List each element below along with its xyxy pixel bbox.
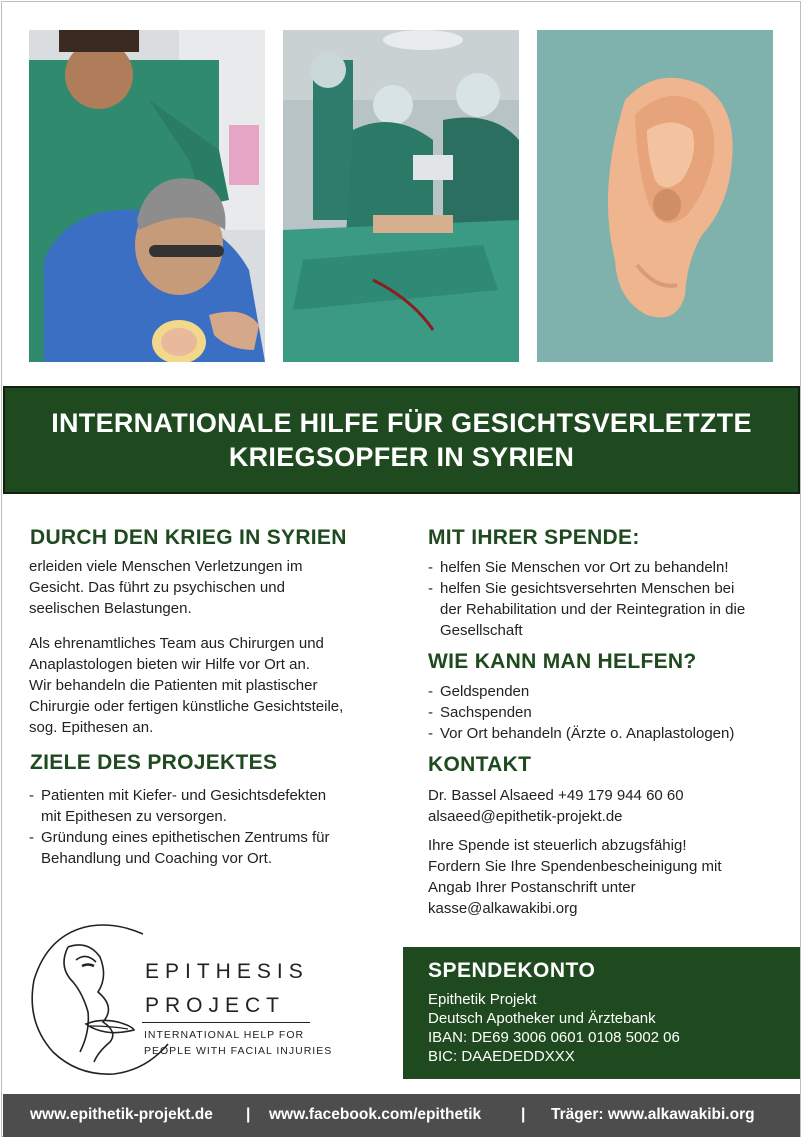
donation-account-title: SPENDEKONTO bbox=[428, 959, 596, 982]
text-line: Behandlung und Coaching vor Ort. bbox=[41, 850, 272, 867]
epithesis-project-logo bbox=[28, 922, 333, 1078]
text-line: sog. Epithesen an. bbox=[29, 719, 154, 736]
team-paragraph bbox=[29, 633, 343, 738]
treasurer-email-link[interactable]: kasse@alkawakibi.org bbox=[428, 900, 578, 917]
heading-war-in-syria: DURCH DEN KRIEG IN SYRIEN bbox=[30, 526, 347, 549]
iban: IBAN: DE69 3006 0601 0108 5002 06 bbox=[428, 1029, 680, 1046]
list-item: - helfen Sie gesichtsversehrten Menschen bei der Rehabilitation und der Reintegration in die Gesellschaft bbox=[428, 580, 746, 639]
text-line: Gesicht. Das führt zu psychischen und bbox=[29, 579, 285, 596]
text-line: Wir behandeln die Patienten mit plastischer bbox=[29, 677, 318, 694]
bic: BIC: DAAEDEDDXXX bbox=[428, 1048, 575, 1065]
intro-paragraph bbox=[29, 556, 303, 619]
text-line: helfen Sie Menschen vor Ort zu behandeln! bbox=[440, 559, 729, 576]
list-item: - Gründung eines epithetischen Zentrums für Behandlung und Coaching vor Ort. bbox=[29, 829, 330, 867]
text-line: Als ehrenamtliches Team aus Chirurgen und bbox=[29, 635, 324, 652]
heading-project-goals: ZIELE DES PROJEKTES bbox=[30, 751, 278, 774]
bank-name: Deutsch Apotheker und Ärztebank bbox=[428, 1010, 656, 1027]
text-line: Gründung eines epithetischen Zentrums für bbox=[41, 829, 330, 846]
logo-tagline-line-1: INTERNATIONAL HELP FOR bbox=[144, 1029, 305, 1041]
list-item: - Vor Ort behandeln (Ärzte o. Anaplastologen) bbox=[428, 725, 735, 742]
logo-divider bbox=[142, 1022, 310, 1023]
donation-account-box bbox=[403, 947, 800, 1079]
text-line: helfen Sie gesichtsversehrten Menschen bei bbox=[440, 580, 735, 597]
sponsor-link[interactable]: Träger: www.alkawakibi.org bbox=[551, 1106, 755, 1123]
logo-word-epithesis: EPITHESIS bbox=[145, 960, 309, 983]
text-line: Chirurgie oder fertigen künstliche Gesichtsteile, bbox=[29, 698, 344, 715]
contact-block bbox=[428, 785, 684, 827]
text-line: Fordern Sie Ihre Spendenbescheinigung mit bbox=[428, 858, 722, 875]
banner-title-line-2: KRIEGSOPFER IN SYRIEN bbox=[228, 442, 575, 472]
text-line: Angab Ihrer Postanschrift unter bbox=[428, 879, 636, 896]
text-line: Patienten mit Kiefer- und Gesichtsdefekten bbox=[41, 787, 327, 804]
facebook-link[interactable]: www.facebook.com/epithetik bbox=[269, 1106, 482, 1123]
list-item: - Geldspenden bbox=[428, 683, 530, 700]
text-line: Geldspenden bbox=[440, 683, 530, 700]
text-line: seelischen Belastungen. bbox=[29, 600, 192, 617]
website-link[interactable]: www.epithetik-projekt.de bbox=[30, 1106, 213, 1123]
text-line: Vor Ort behandeln (Ärzte o. Anaplastologen) bbox=[440, 725, 735, 742]
logo-word-project: PROJECT bbox=[145, 994, 286, 1017]
silicone-ear-prosthesis-photo bbox=[537, 30, 773, 362]
heading-how-to-help: WIE KANN MAN HELFEN? bbox=[428, 650, 697, 673]
footer-separator: | bbox=[521, 1106, 526, 1123]
text-line: der Rehabilitation und der Reintegration in die bbox=[440, 601, 746, 618]
list-item: - helfen Sie Menschen vor Ort zu behandeln! bbox=[428, 559, 729, 576]
title-banner bbox=[3, 386, 800, 494]
contact-email-link[interactable]: alsaeed@epithetik-projekt.de bbox=[428, 808, 623, 825]
list-item: - Sachspenden bbox=[428, 704, 532, 721]
surgeon-making-prosthesis-photo bbox=[29, 30, 265, 362]
operating-room-photo bbox=[283, 30, 519, 362]
contact-name-phone: Dr. Bassel Alsaeed +49 179 944 60 60 bbox=[428, 787, 684, 804]
text-line: mit Epithesen zu versorgen. bbox=[41, 808, 227, 825]
tax-deductible-paragraph bbox=[428, 835, 722, 919]
list-item: - Patienten mit Kiefer- und Gesichtsdefekten mit Epithesen zu versorgen. bbox=[29, 787, 327, 825]
heading-with-your-donation: MIT IHRER SPENDE: bbox=[428, 526, 640, 549]
heading-contact: KONTAKT bbox=[428, 753, 532, 776]
banner-title-line-1: INTERNATIONALE HILFE FÜR GESICHTSVERLETZTE bbox=[51, 408, 752, 438]
text-line: Sachspenden bbox=[440, 704, 532, 721]
footer-separator: | bbox=[246, 1106, 251, 1123]
text-line: Ihre Spende ist steuerlich abzugsfähig! bbox=[428, 837, 687, 854]
footer-bar bbox=[3, 1094, 800, 1137]
account-holder: Epithetik Projekt bbox=[428, 991, 537, 1008]
logo-tagline-line-2: PEOPLE WITH FACIAL INJURIES bbox=[144, 1045, 333, 1057]
text-line: Anaplastologen bieten wir Hilfe vor Ort an. bbox=[29, 656, 310, 673]
text-line: Gesellschaft bbox=[440, 622, 523, 639]
text-line: erleiden viele Menschen Verletzungen im bbox=[29, 558, 303, 575]
